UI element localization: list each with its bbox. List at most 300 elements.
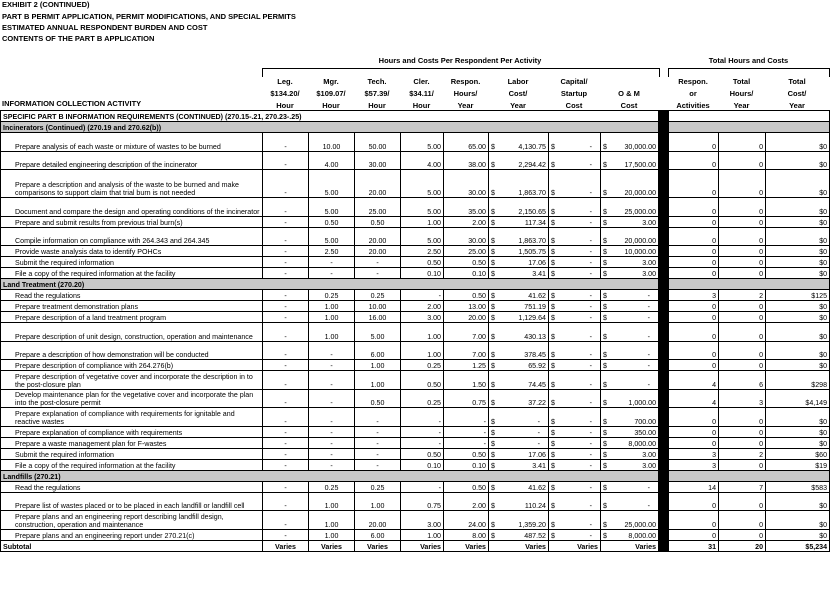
total-cost: $298 [766,371,830,390]
om-cost-value: 17,500.00 [624,161,657,169]
mgr-hours: - [309,426,355,437]
leg-hours: - [263,481,309,492]
currency-symbol: $ [603,189,607,197]
labor-cost [489,511,549,530]
currency-symbol: $ [603,292,607,300]
respondent-hours: 2.00 [444,492,489,511]
om-cost [601,301,659,312]
labor-cost-value: 1,863.70 [518,189,546,197]
column-separator [659,257,669,268]
currency-symbol: $ [491,189,495,197]
capital-cost [549,268,601,279]
capital-cost-wrap [551,219,598,227]
om-cost [601,151,659,170]
currency-symbol: $ [603,142,607,151]
mgr-hours: 1.00 [309,511,355,530]
activity-description: Provide waste analysis data to identify POHCs [1,246,263,257]
om-cost [601,290,659,301]
capital-cost-wrap [551,399,598,407]
mgr-hours: 2.50 [309,246,355,257]
column-separator [659,312,669,323]
capital-cost-value: - [589,461,592,470]
om-cost-wrap [603,292,656,300]
currency-symbol: $ [551,142,555,151]
labor-cost-value: 41.62 [528,483,546,492]
labor-cost [489,301,549,312]
capital-cost-value: - [589,417,592,426]
mgr-hours: - [309,257,355,268]
activity-description: Prepare plans and an engineering report describing landfill design, construction, operation and maintenance [1,511,263,530]
om-cost-wrap [603,333,656,341]
om-cost-value: - [647,292,651,300]
capital-cost [549,290,601,301]
section-fill [669,122,830,133]
activity-description: Prepare description of vegetative cover and incorporate the description in to the post-closure plan [1,371,263,390]
respondents-count: 0 [669,227,719,246]
om-cost-value: - [647,303,651,311]
resp-hours-column-header: Respon. Hours/ Year [450,77,481,110]
capital-cost-value: - [589,450,592,459]
capital-cost-value: - [589,351,592,359]
mgr-hours: - [309,268,355,279]
tech-hours: 6.00 [355,529,401,540]
activity-description: Prepare description of compliance with 264.276(b) [1,360,263,371]
labor-cost-value: 430.13 [524,332,546,341]
om-cost-value: 3.00 [642,270,657,278]
leg-hours: - [263,492,309,511]
capital-cost [549,257,601,268]
activity-description: Prepare plans and an engineering report under 270.21(c) [1,529,263,540]
capital-cost-value: - [589,161,592,169]
cler-hours: 5.00 [401,170,444,198]
labor-cost [489,492,549,511]
tech-hours: - [355,437,401,448]
capital-cost-value: - [589,303,592,311]
column-separator [659,540,669,551]
om-cost-value: 3.00 [642,218,657,227]
capital-cost-value: - [589,502,592,510]
column-separator [659,426,669,437]
currency-symbol: $ [603,483,607,492]
labor-cost-value: 2,150.65 [518,207,546,216]
om-cost [601,481,659,492]
currency-symbol: $ [491,502,495,510]
om-cost-value: 3.00 [642,450,657,459]
currency-symbol: $ [491,161,495,169]
total-hours: 0 [719,170,766,198]
total-cost: $0 [766,198,830,217]
cler-column-header: Cler. $34.11/ Hour [409,77,434,110]
respondents-count: 0 [669,492,719,511]
activity-description: Prepare a description and analysis of the waste to be burned and make comparisons to support claim that trial burn is not needed [1,170,263,198]
om-cost-wrap [603,143,656,151]
currency-symbol: $ [491,303,495,311]
respondents-count: 0 [669,529,719,540]
labor-cost [489,389,549,408]
currency-symbol: $ [551,417,555,426]
cler-hours: 0.10 [401,459,444,470]
currency-symbol: $ [551,303,555,311]
currency-symbol: $ [491,483,495,492]
labor-cost-value: 41.62 [528,292,546,300]
total-hours: 0 [719,408,766,427]
currency-symbol: $ [551,439,555,448]
om-cost [601,133,659,152]
om-cost [601,198,659,217]
cler-hours: 0.10 [401,268,444,279]
respondent-hours: 30.00 [444,170,489,198]
capital-cost-wrap [551,161,598,169]
cler-hours: 0.75 [401,492,444,511]
respondents-count: 0 [669,133,719,152]
total-cost: $0 [766,227,830,246]
respondents-count: 0 [669,301,719,312]
labor-cost [489,341,549,360]
labor-cost-wrap [491,381,546,389]
activity-description: Read the regulations [1,481,263,492]
respondent-hours: 25.00 [444,246,489,257]
respondents-count: 0 [669,170,719,198]
mgr-hours: - [309,437,355,448]
respondents-count: 0 [669,511,719,530]
capital-cost-wrap [551,351,598,359]
tech-hours: 20.00 [355,227,401,246]
cler-hours: 1.00 [401,323,444,342]
mgr-hours: Varies [309,540,355,551]
labor-cost-wrap [491,440,546,448]
total-cost: $60 [766,448,830,459]
cler-hours: 0.25 [401,360,444,371]
om-cost-value: - [647,351,651,359]
total-hours: 0 [719,257,766,268]
respondents-count: 4 [669,389,719,408]
tech-hours: 20.00 [355,170,401,198]
om-cost-wrap [603,219,656,227]
respondent-hours: 0.75 [444,389,489,408]
om-cost-value: - [647,332,651,341]
om-cost-value: - [647,362,651,370]
tech-hours: 20.00 [355,246,401,257]
total-cost: $0 [766,151,830,170]
total-cost: $0 [766,312,830,323]
capital-cost-value: - [589,332,592,341]
section-title: Landfills (270.21) [1,470,659,481]
activity-description: Prepare a waste management plan for F-wastes [1,437,263,448]
mgr-hours: 5.00 [309,170,355,198]
capital-cost [549,371,601,390]
om-cost-wrap [603,399,656,407]
tech-hours: 1.00 [355,492,401,511]
total-hours: 0 [719,341,766,360]
om-cost-value: 8,000.00 [628,531,657,540]
om-cost-wrap [603,418,656,426]
table-row [1,459,830,470]
table-row [1,312,830,323]
total-hours: 0 [719,492,766,511]
respondents-count: 14 [669,481,719,492]
currency-symbol: $ [551,483,555,492]
labor-cost [489,151,549,170]
mgr-hours: - [309,341,355,360]
labor-cost-value: 3.41 [532,270,546,278]
leg-column-header: Leg. $134.20/ Hour [270,77,300,110]
capital-cost [549,492,601,511]
column-separator [659,216,669,227]
om-cost-value: 30,000.00 [624,142,657,151]
labor-column-header: Labor Cost/ Year [507,77,529,110]
total-cost: $0 [766,511,830,530]
currency-symbol: $ [551,218,555,227]
section-fill [669,279,830,290]
om-cost-wrap [603,440,656,448]
total-hours: 0 [719,246,766,257]
labor-cost-value: 2,294.42 [518,161,546,169]
capital-cost [549,151,601,170]
mgr-hours: 1.00 [309,323,355,342]
column-separator [659,389,669,408]
table-title-row [1,111,830,122]
respondent-hours: 0.50 [444,290,489,301]
mgr-column-header: Mgr. $109.07/ Hour [316,77,346,110]
tech-hours: Varies [355,540,401,551]
activity-description: Prepare list of wastes placed or to be placed in each landfill or landfill cell [1,492,263,511]
respondent-hours: 2.00 [444,216,489,227]
labor-cost-value: 1,359.20 [518,520,546,529]
capital-cost [549,246,601,257]
total-hours: 0 [719,268,766,279]
mgr-hours: - [309,459,355,470]
table-row [1,133,830,152]
labor-cost [489,170,549,198]
capital-cost-wrap [551,292,598,300]
labor-cost [489,437,549,448]
labor-cost-value: - [537,417,540,426]
om-cost [601,448,659,459]
leg-hours: - [263,170,309,198]
labor-cost [489,481,549,492]
capital-cost [549,227,601,246]
section-header-row [1,122,830,133]
respondents-count: 0 [669,216,719,227]
capital-cost-value: - [589,218,592,227]
column-separator [659,290,669,301]
respondent-hours: - [444,426,489,437]
column-separator [659,408,669,427]
currency-symbol: $ [603,520,607,529]
tech-hours: - [355,268,401,279]
om-cost [601,268,659,279]
currency-symbol: $ [491,218,495,227]
currency-symbol: $ [603,417,607,426]
table-row [1,227,830,246]
currency-symbol: $ [551,161,555,169]
total-hours: 0 [719,360,766,371]
capital-cost-value: - [589,237,592,245]
section-fill [669,470,830,481]
labor-cost: Varies [489,540,549,551]
om-cost [601,492,659,511]
capital-cost [549,459,601,470]
om-cost-wrap [603,237,656,245]
capital-cost-value: - [589,362,592,370]
capital-cost [549,216,601,227]
total-cost: $0 [766,323,830,342]
om-cost [601,257,659,268]
column-separator [659,323,669,342]
respondent-hours: 8.00 [444,529,489,540]
currency-symbol: $ [491,362,495,370]
leg-hours: Varies [263,540,309,551]
table-row [1,481,830,492]
currency-symbol: $ [491,248,495,256]
om-cost-wrap [603,303,656,311]
total-hours-column-header: Total Hours/ Year [729,77,754,110]
capital-cost [549,511,601,530]
cler-hours: - [401,290,444,301]
column-separator [659,170,669,198]
empty-cell [669,111,830,122]
mgr-hours: 1.00 [309,312,355,323]
cler-hours: 0.50 [401,371,444,390]
tech-hours: - [355,448,401,459]
labor-cost-value: 3.41 [532,461,546,470]
respondent-hours: - [444,408,489,427]
cler-hours: 4.00 [401,151,444,170]
om-cost-wrap [603,462,656,470]
om-column-header: O & M Cost [618,89,640,110]
om-cost-value: 25,000.00 [624,520,657,529]
capital-cost [549,323,601,342]
mgr-hours: 4.00 [309,151,355,170]
capital-cost-value: - [589,142,592,151]
om-cost-wrap [603,189,656,197]
capital-cost-wrap [551,333,598,341]
tech-hours: 0.50 [355,216,401,227]
capital-cost [549,437,601,448]
cler-hours: - [401,426,444,437]
currency-symbol: $ [551,428,555,437]
currency-symbol: $ [551,399,555,407]
tech-hours: 0.25 [355,481,401,492]
column-separator [659,151,669,170]
om-cost-value: 20,000.00 [624,189,657,197]
tech-hours: 0.25 [355,290,401,301]
table-row [1,389,830,408]
currency-symbol: $ [491,428,495,437]
om-cost: Varies [601,540,659,551]
capital-cost-value: - [589,380,592,389]
om-cost-value: 700.00 [634,417,657,426]
om-cost-value: 3.00 [642,259,657,267]
labor-cost [489,459,549,470]
currency-symbol: $ [491,520,495,529]
capital-cost-wrap [551,462,598,470]
om-cost [601,360,659,371]
capital-cost [549,389,601,408]
mgr-hours: - [309,448,355,459]
om-cost-value: 350.00 [634,428,657,437]
column-separator [659,511,669,530]
leg-hours: - [263,216,309,227]
currency-symbol: $ [603,237,607,245]
mgr-hours: 5.00 [309,227,355,246]
labor-cost-wrap [491,462,546,470]
om-cost [601,511,659,530]
capital-cost [549,312,601,323]
total-hours: 0 [719,301,766,312]
leg-hours: - [263,408,309,427]
labor-cost-wrap [491,362,546,370]
currency-symbol: $ [603,332,607,341]
respondents-count: 0 [669,312,719,323]
tech-hours: 6.00 [355,341,401,360]
capital-cost-value: - [589,428,592,437]
om-cost [601,389,659,408]
capital-cost-wrap [551,502,598,510]
currency-symbol: $ [603,531,607,540]
labor-cost-value: 17.06 [528,450,546,459]
capital-cost [549,341,601,360]
table-row [1,257,830,268]
table-row [1,511,830,530]
currency-symbol: $ [603,428,607,437]
labor-cost [489,290,549,301]
column-separator [659,279,669,290]
respondent-hours: 38.00 [444,151,489,170]
column-separator [659,470,669,481]
labor-cost-wrap [491,208,546,216]
table-row [1,198,830,217]
responders-column-header: Respon. or Activities [676,77,710,110]
cler-hours: 2.00 [401,301,444,312]
om-cost [601,371,659,390]
activity-description: Submit the required information [1,257,263,268]
leg-hours: - [263,227,309,246]
total-hours: 0 [719,216,766,227]
labor-cost-wrap [491,418,546,426]
mgr-hours: 0.25 [309,481,355,492]
table-row [1,246,830,257]
labor-cost-wrap [491,303,546,311]
labor-cost-value: 4,130.75 [518,142,546,151]
currency-symbol: $ [491,292,495,300]
respondent-hours: 20.00 [444,312,489,323]
leg-hours: - [263,268,309,279]
capital-cost [549,301,601,312]
activity-description: Prepare treatment demonstration plans [1,301,263,312]
cler-hours: 0.50 [401,257,444,268]
labor-cost-wrap [491,429,546,437]
respondents-count: 0 [669,426,719,437]
tech-hours: - [355,408,401,427]
total-hours: 0 [719,511,766,530]
currency-symbol: $ [551,332,555,341]
cler-hours: 0.50 [401,448,444,459]
tech-column-header: Tech. $57.39/ Hour [364,77,390,110]
respondents-count: 0 [669,257,719,268]
mgr-hours: 1.00 [309,301,355,312]
labor-cost-wrap [491,143,546,151]
tech-hours: 30.00 [355,151,401,170]
cler-hours: 0.25 [401,389,444,408]
total-hours: 0 [719,323,766,342]
mgr-hours: - [309,389,355,408]
capital-cost-value: - [589,520,592,529]
currency-symbol: $ [603,218,607,227]
activity-column-header: INFORMATION COLLECTION ACTIVITY [2,99,142,108]
respondents-count: 0 [669,341,719,360]
total-hours: 0 [719,459,766,470]
